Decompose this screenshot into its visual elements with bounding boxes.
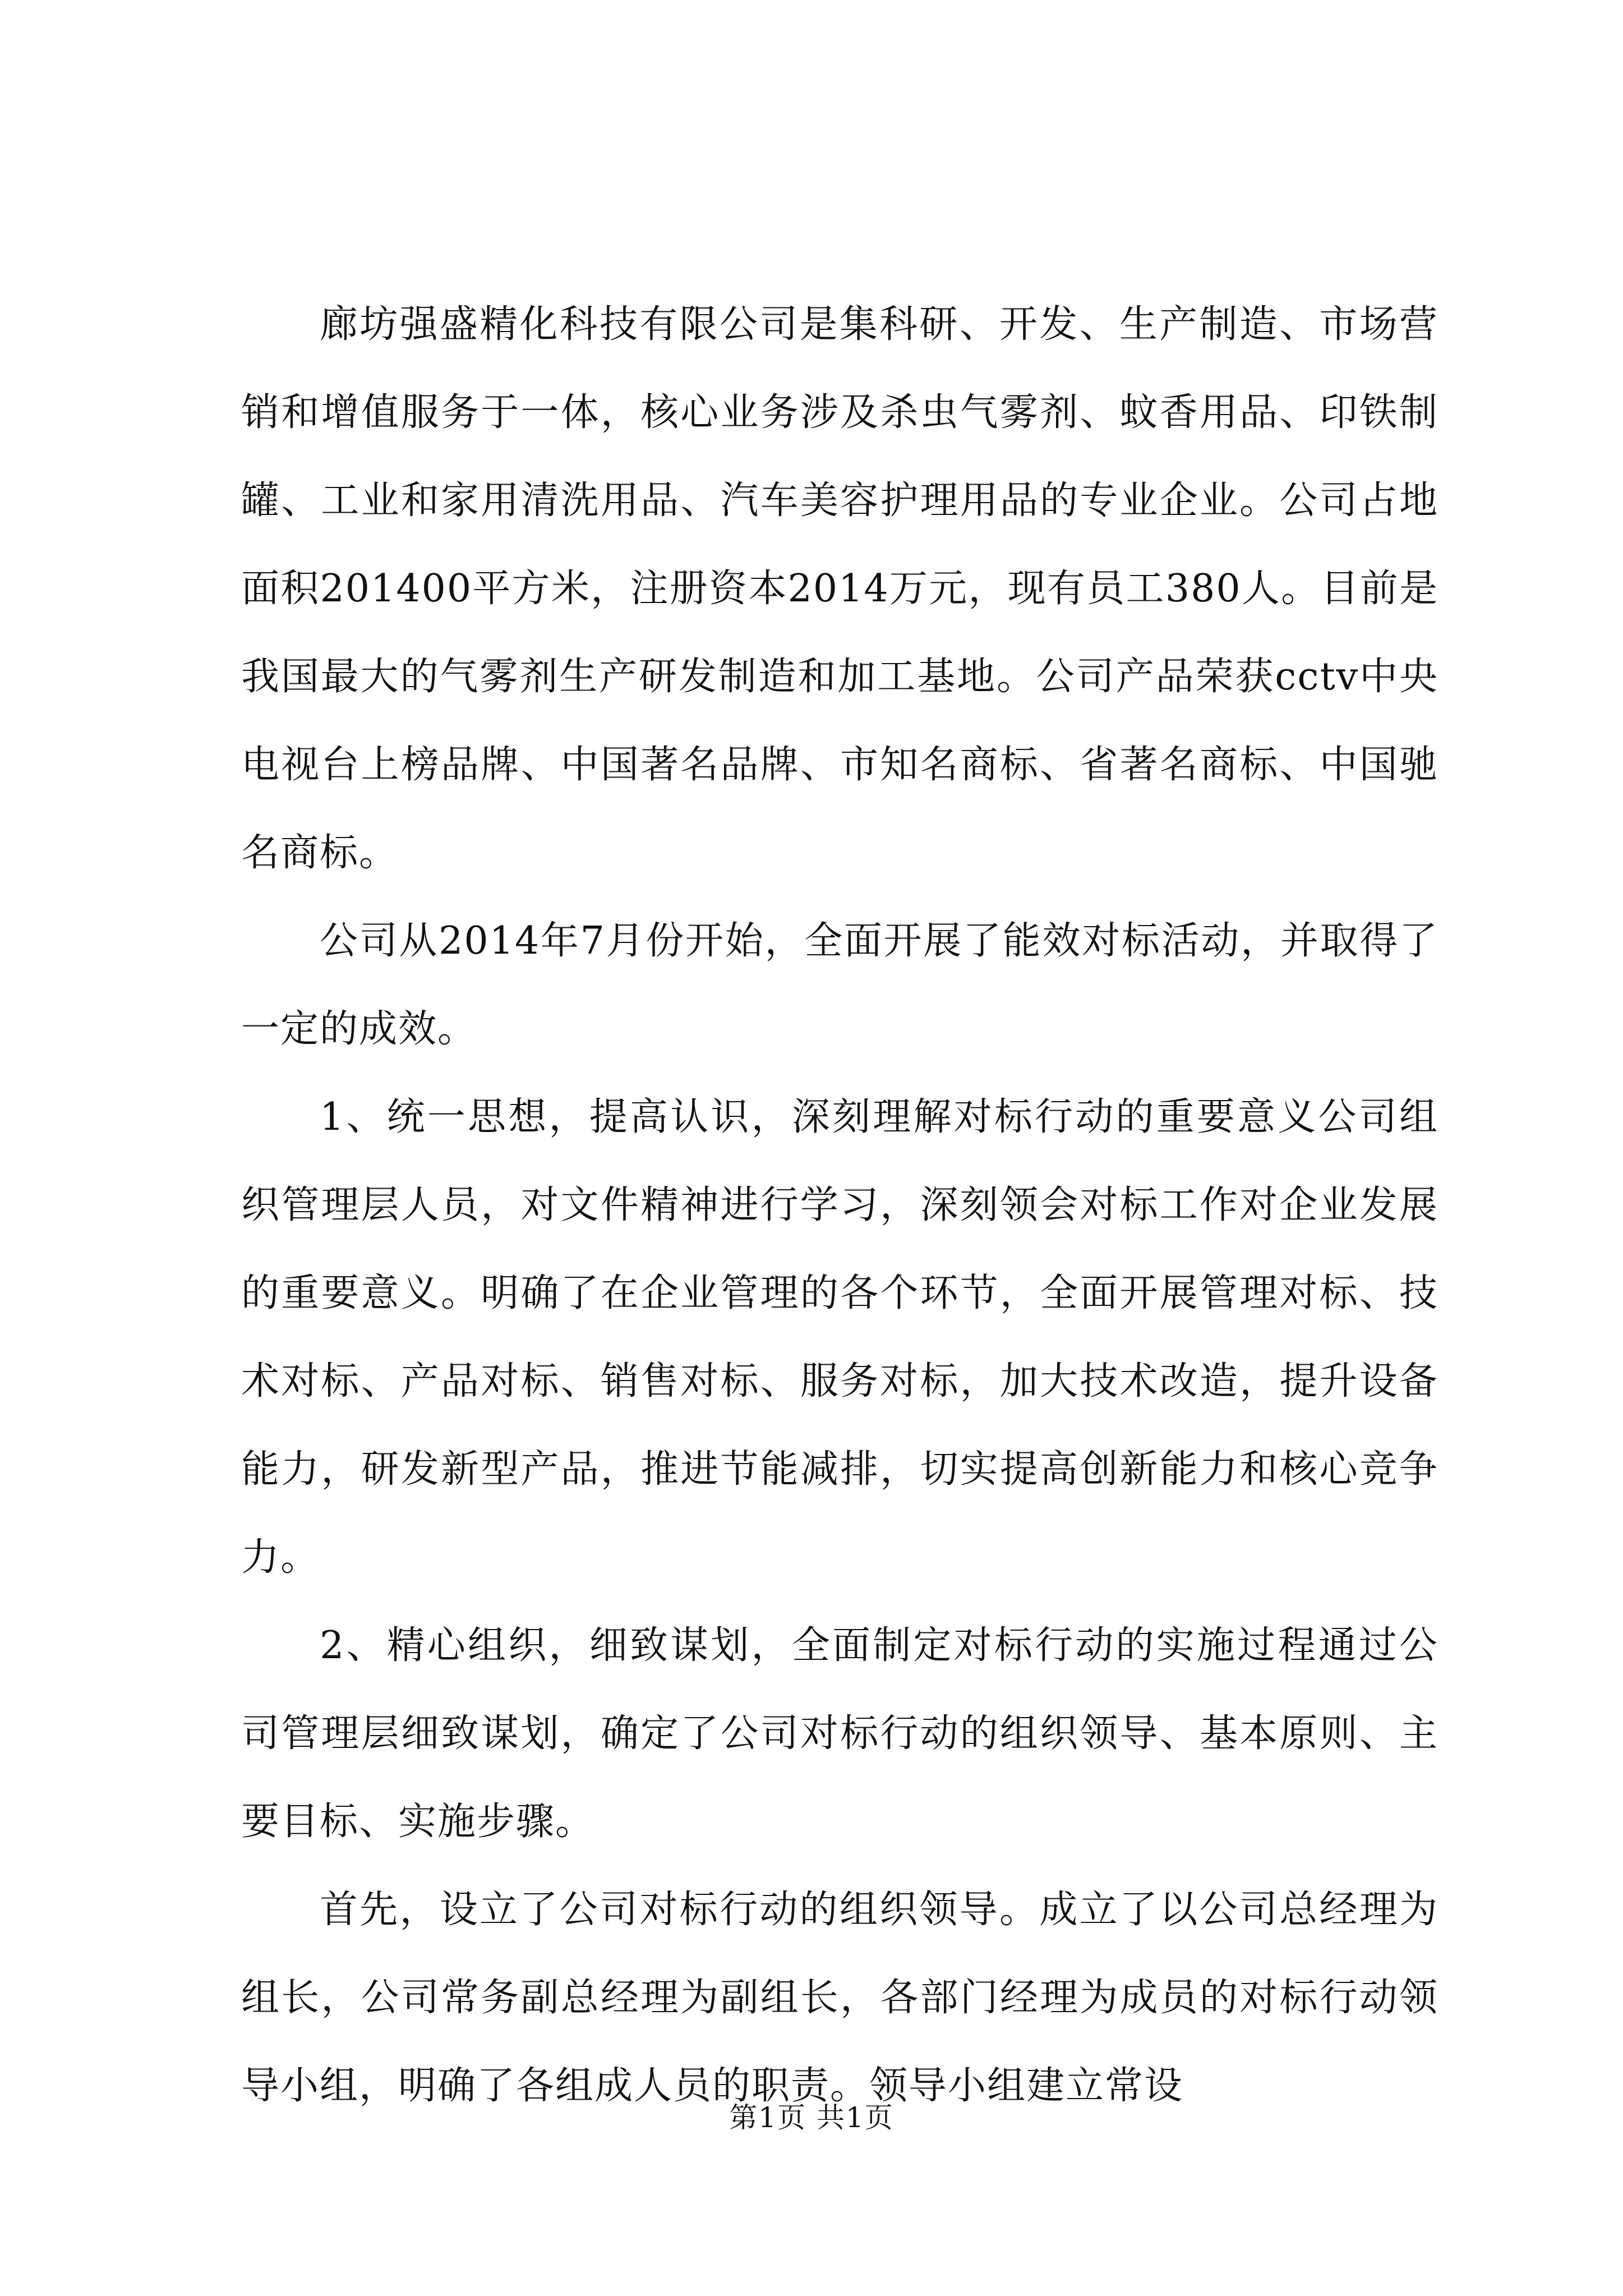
paragraph-company-intro: 廊坊强盛精化科技有限公司是集科研、开发、生产制造、市场营销和增值服务于一体，核心业务涉及杀虫气雾剂、蚊香用品、印铁制罐、工业和家用清洗用品、汽车美容护理用品的专业企业。公司占地面积201400平方米，注册资本2014万元，现有员工380人。目前是我国最大的气雾剂生产研发制造和加工基地。公司产品荣获cctv中央电视台上榜品牌、中国著名品牌、市知名商标、省著名商标、中国驰名商标。: [241, 302, 1438, 875]
paragraph-benchmark-start: 公司从2014年7月份开始，全面开展了能效对标活动，并取得了一定的成效。: [241, 919, 1438, 1051]
page-footer: 第1页 共1页: [729, 2101, 894, 2134]
paragraph-point-2: 2、精心组织，细致谋划，全面制定对标行动的实施过程通过公司管理层细致谋划，确定了公司对标行动的组织领导、基本原则、主要目标、实施步骤。: [241, 1623, 1438, 1844]
document-body: [241, 280, 1438, 2130]
paragraph-first-step: 首先，设立了公司对标行动的组织领导。成立了以公司总经理为组长，公司常务副总经理为副组长，各部门经理为成员的对标行动领导小组，明确了各组成人员的职责。领导小组建立常设: [241, 1888, 1438, 2108]
paragraph-point-1: 1、统一思想，提高认识，深刻理解对标行动的重要意义公司组织管理层人员，对文件精神进行学习，深刻领会对标工作对企业发展的重要意义。明确了在企业管理的各个环节，全面开展管理对标、技术对标、产品对标、销售对标、服务对标，加大技术改造，提升设备能力，研发新型产品，推进节能减排，切实提高创新能力和核心竞争力。: [241, 1095, 1438, 1580]
